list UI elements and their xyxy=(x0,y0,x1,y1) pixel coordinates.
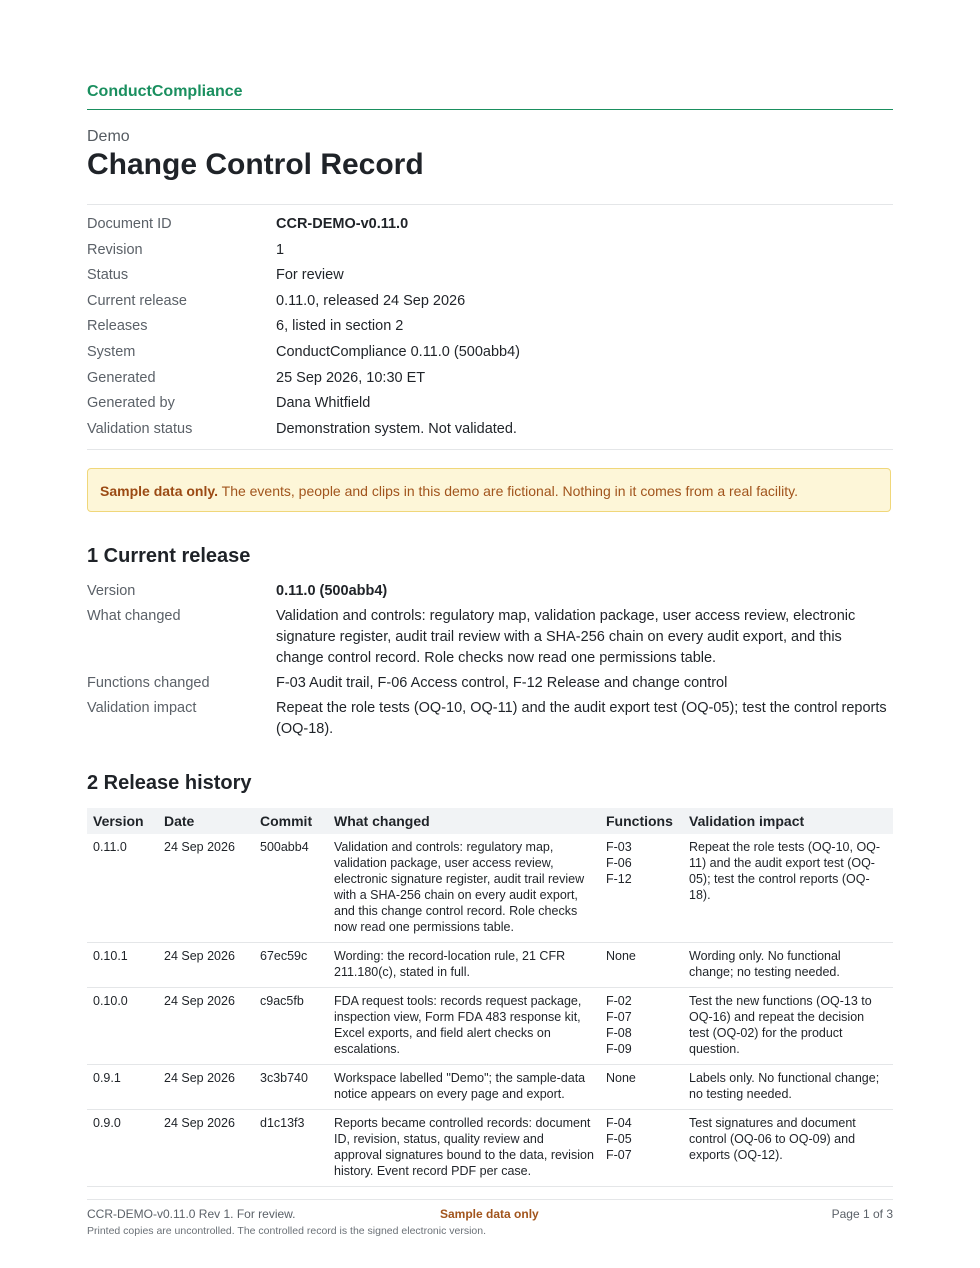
cell-what-changed: FDA request tools: records request package, inspection view, Form FDA 483 response kit, Excel exports, and field alert checks on escalations. xyxy=(328,988,600,1065)
section-heading-release-history: 2 Release history xyxy=(87,772,252,794)
meta-row-generated-by xyxy=(87,393,893,419)
footer-document-ref: CCR-DEMO-v0.11.0 Rev 1. For review. xyxy=(87,1207,296,1221)
current-label: Version xyxy=(87,583,136,599)
function-code: F-07 xyxy=(606,1148,632,1162)
function-code: None xyxy=(606,1071,636,1085)
function-code: F-08 xyxy=(606,1026,632,1040)
function-code: F-03 xyxy=(606,840,632,854)
current-label: What changed xyxy=(87,608,181,624)
column-header-version: Version xyxy=(87,808,158,834)
meta-value: 6, listed in section 2 xyxy=(276,318,404,335)
cell-date: 24 Sep 2026 xyxy=(158,834,254,943)
meta-row-releases xyxy=(87,316,893,342)
function-code: None xyxy=(606,949,636,963)
table-row xyxy=(87,988,893,1065)
notice-strong: Sample data only. xyxy=(100,483,218,499)
meta-value: Dana Whitfield xyxy=(276,395,371,412)
cell-version: 0.10.0 xyxy=(87,988,158,1065)
cell-version: 0.9.1 xyxy=(87,1065,158,1110)
meta-label: Validation status xyxy=(87,420,193,437)
table-row xyxy=(87,943,893,988)
current-label: Functions changed xyxy=(87,675,210,691)
function-code: F-07 xyxy=(606,1010,632,1024)
meta-value: ConductCompliance 0.11.0 (500abb4) xyxy=(276,343,520,360)
cell-functions xyxy=(600,1110,683,1187)
meta-row-status xyxy=(87,265,893,291)
table-row xyxy=(87,1110,893,1187)
current-row-what-changed xyxy=(87,606,893,669)
cell-version: 0.10.1 xyxy=(87,943,158,988)
cell-validation-impact: Repeat the role tests (OQ-10, OQ-11) and the audit export test (OQ-05); test the control reports (OQ-18). xyxy=(683,834,893,943)
meta-value: 1 xyxy=(276,241,285,258)
cell-validation-impact: Test signatures and document control (OQ-06 to OQ-09) and exports (OQ-12). xyxy=(683,1110,893,1187)
footer-sample-label: Sample data only xyxy=(440,1207,539,1221)
cell-validation-impact: Labels only. No functional change; no testing needed. xyxy=(683,1065,893,1110)
cell-date: 24 Sep 2026 xyxy=(158,943,254,988)
meta-label: Document ID xyxy=(87,216,172,232)
footer-divider xyxy=(87,1199,893,1200)
section-heading-current-release: 1 Current release xyxy=(87,545,251,567)
cell-date: 24 Sep 2026 xyxy=(158,1110,254,1187)
cell-what-changed: Workspace labelled "Demo"; the sample-data notice appears on every page and export. xyxy=(328,1065,600,1110)
brand-divider xyxy=(87,109,893,110)
cell-date: 24 Sep 2026 xyxy=(158,988,254,1065)
cell-commit: 3c3b740 xyxy=(254,1065,328,1110)
function-code: F-04 xyxy=(606,1116,632,1130)
cell-version: 0.11.0 xyxy=(87,834,158,943)
cell-what-changed: Reports became controlled records: document ID, revision, status, quality review and approval signatures bound to the data, revision history. Event record PDF per case. xyxy=(328,1110,600,1187)
current-value: 0.11.0 (500abb4) xyxy=(276,583,388,599)
current-value: Validation and controls: regulatory map, validation package, user access review, electronic signature register, audit trail review with a SHA-256 chain on every audit export, and this change control record. Role checks now read one permissions table. xyxy=(276,608,856,666)
metadata-table xyxy=(87,214,893,444)
meta-value: For review xyxy=(276,267,344,284)
column-header-what-changed: What changed xyxy=(328,808,600,834)
current-row-functions-changed xyxy=(87,673,893,694)
current-row-validation-impact xyxy=(87,698,893,740)
cell-commit: d1c13f3 xyxy=(254,1110,328,1187)
cell-what-changed: Validation and controls: regulatory map, validation package, user access review, electronic signature register, audit trail review with a SHA-256 chain on every audit export, and this change control record. Role checks now read one permissions table. xyxy=(328,834,600,943)
cell-functions xyxy=(600,834,683,943)
meta-label: Revision xyxy=(87,241,143,258)
meta-label: Generated xyxy=(87,369,156,386)
meta-label: System xyxy=(87,343,136,360)
cell-functions xyxy=(600,988,683,1065)
meta-label: Status xyxy=(87,267,129,284)
meta-value: 0.11.0, released 24 Sep 2026 xyxy=(276,292,466,309)
meta-value: 25 Sep 2026, 10:30 ET xyxy=(276,369,426,386)
cell-validation-impact: Test the new functions (OQ-13 to OQ-16) and repeat the decision test (OQ-02) for the product question. xyxy=(683,988,893,1065)
meta-row-revision xyxy=(87,240,893,266)
cell-validation-impact: Wording only. No functional change; no testing needed. xyxy=(683,943,893,988)
brand-name: ConductCompliance xyxy=(87,83,243,100)
meta-value: CCR-DEMO-v0.11.0 xyxy=(276,216,409,232)
cell-version: 0.9.0 xyxy=(87,1110,158,1187)
current-release-table xyxy=(87,581,893,744)
current-row-version xyxy=(87,581,893,602)
cell-commit: 67ec59c xyxy=(254,943,328,988)
cell-date: 24 Sep 2026 xyxy=(158,1065,254,1110)
page-title: Change Control Record xyxy=(87,148,424,181)
cell-functions xyxy=(600,943,683,988)
function-code: F-09 xyxy=(606,1042,632,1056)
meta-row-generated xyxy=(87,368,893,394)
table-row xyxy=(87,834,893,943)
column-header-date: Date xyxy=(158,808,254,834)
meta-row-validation-status xyxy=(87,419,893,445)
function-code: F-05 xyxy=(606,1132,632,1146)
column-header-validation-impact: Validation impact xyxy=(683,808,893,834)
footer-page-number: Page 1 of 3 xyxy=(831,1207,893,1221)
cell-commit: 500abb4 xyxy=(254,834,328,943)
workspace-label: Demo xyxy=(87,128,130,145)
release-history-table xyxy=(87,808,893,1187)
function-code: F-12 xyxy=(606,872,632,886)
meta-value: Demonstration system. Not validated. xyxy=(276,420,517,437)
cell-commit: c9ac5fb xyxy=(254,988,328,1065)
current-value: F-03 Audit trail, F-06 Access control, F-12 Release and change control xyxy=(276,675,728,691)
meta-divider-top xyxy=(87,204,893,205)
cell-what-changed: Wording: the record-location rule, 21 CFR 211.180(c), stated in full. xyxy=(328,943,600,988)
column-header-functions: Functions xyxy=(600,808,683,834)
meta-row-current-release xyxy=(87,291,893,317)
meta-row-document-id xyxy=(87,214,893,240)
footer-uncontrolled-note: Printed copies are uncontrolled. The controlled record is the signed electronic version. xyxy=(87,1225,487,1237)
meta-label: Current release xyxy=(87,292,187,309)
meta-label: Releases xyxy=(87,318,148,335)
meta-divider-bottom xyxy=(87,449,893,450)
current-value: Repeat the role tests (OQ-10, OQ-11) and the audit export test (OQ-05); test the control reports (OQ-18). xyxy=(276,700,887,737)
table-header-row xyxy=(87,808,893,834)
table-row xyxy=(87,1065,893,1110)
cell-functions xyxy=(600,1065,683,1110)
notice-text: The events, people and clips in this demo are fictional. Nothing in it comes from a real facility. xyxy=(218,483,798,499)
meta-label: Generated by xyxy=(87,395,175,412)
function-code: F-06 xyxy=(606,856,632,870)
function-code: F-02 xyxy=(606,994,632,1008)
meta-row-system xyxy=(87,342,893,368)
sample-data-notice xyxy=(87,468,891,512)
current-label: Validation impact xyxy=(87,700,197,716)
column-header-commit: Commit xyxy=(254,808,328,834)
